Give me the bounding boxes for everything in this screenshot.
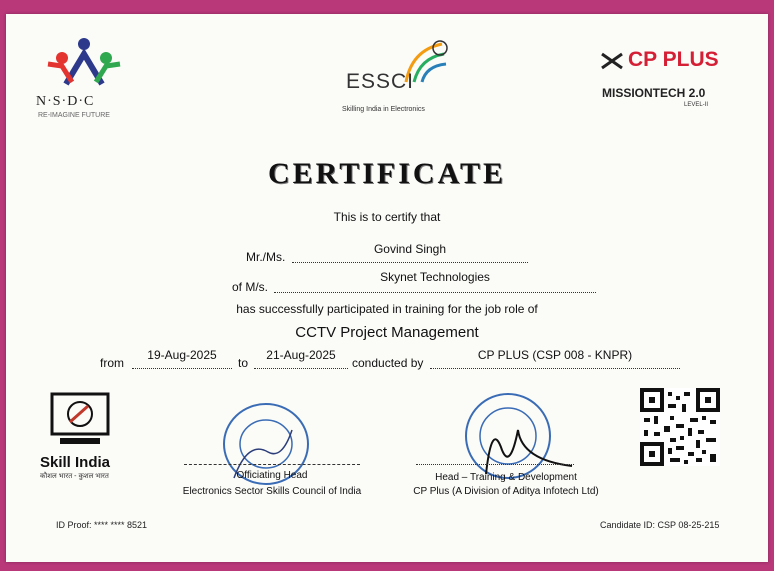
to-dotted-line: [254, 368, 348, 369]
essci-name: ESSCI: [346, 70, 415, 93]
conducted-label: conducted by: [352, 356, 424, 370]
to-date: 21-Aug-2025: [266, 348, 336, 362]
org-dotted-line: [274, 292, 596, 293]
candidate-id: Candidate ID: CSP 08-25-215: [600, 520, 720, 530]
missiontech-name: MISSIONTECH 2.0: [602, 86, 706, 100]
nsdc-red-head: [56, 52, 68, 64]
right-signatory-title: Head – Training & Development: [435, 472, 577, 483]
aditya-stamp-icon: [452, 390, 582, 484]
cpplus-cross: [602, 54, 622, 68]
certificate-title: CERTIFICATE: [267, 157, 507, 190]
conducted-dotted-line: [430, 368, 680, 369]
from-date: 19-Aug-2025: [147, 348, 217, 362]
aditya-stamp-outer: [466, 394, 550, 478]
nsdc-logo-icon: [44, 34, 124, 92]
essci-tagline: Skilling India in Electronics: [342, 106, 425, 113]
participant-org: Skynet Technologies: [380, 270, 490, 284]
missiontech-level: LEVEL-II: [684, 102, 709, 108]
name-prefix: Mr./Ms.: [246, 250, 286, 264]
essci-ray-blue: [422, 64, 446, 82]
essci-stamp-inner: [240, 420, 292, 468]
qr-finder-dot: [649, 397, 655, 403]
id-proof: ID Proof: **** **** 8521: [56, 520, 148, 530]
nsdc-green-body: [96, 64, 120, 82]
participation-text: has successfully participated in training for the job role of: [236, 302, 538, 316]
qr-finder-dot: [649, 451, 655, 457]
certificate-sheet: [6, 14, 768, 562]
skill-india-name: Skill India: [40, 454, 111, 471]
left-signatory-title: Officiating Head: [236, 470, 308, 481]
nsdc-tagline: RE-IMAGINE FUTURE: [38, 112, 110, 119]
to-label: to: [238, 356, 249, 370]
qr-finder-dot: [705, 397, 711, 403]
participant-name: Govind Singh: [373, 242, 447, 256]
from-label: from: [100, 356, 124, 370]
skill-india-tool: [70, 406, 88, 422]
aditya-signature: [486, 430, 572, 474]
nsdc-red-body: [48, 64, 72, 82]
skill-india-base: [60, 438, 100, 444]
org-prefix: of M/s.: [232, 280, 269, 294]
nsdc-green-head: [100, 52, 112, 64]
job-role: CCTV Project Management: [295, 324, 479, 341]
right-signature-line: [416, 464, 574, 465]
nsdc-name: N·S·D·C: [36, 94, 95, 109]
skill-india-logo-icon: [50, 392, 110, 452]
from-dotted-line: [132, 368, 232, 369]
right-signatory-org: CP Plus (A Division of Aditya Infotech Ltd): [413, 486, 599, 497]
conducted-by: CP PLUS (CSP 008 - KNPR): [477, 348, 633, 362]
skill-india-tagline: कौशल भारत - कुशल भारत: [40, 473, 109, 480]
cpplus-name: CP PLUS: [628, 48, 719, 71]
left-signatory-org: Electronics Sector Skills Council of India: [182, 486, 362, 497]
name-dotted-line: [292, 262, 528, 263]
qr-code-icon: [640, 388, 720, 466]
intro-text: This is to certify that: [333, 210, 441, 224]
cpplus-mark-icon: [600, 52, 624, 70]
left-signature-line: [184, 464, 360, 465]
